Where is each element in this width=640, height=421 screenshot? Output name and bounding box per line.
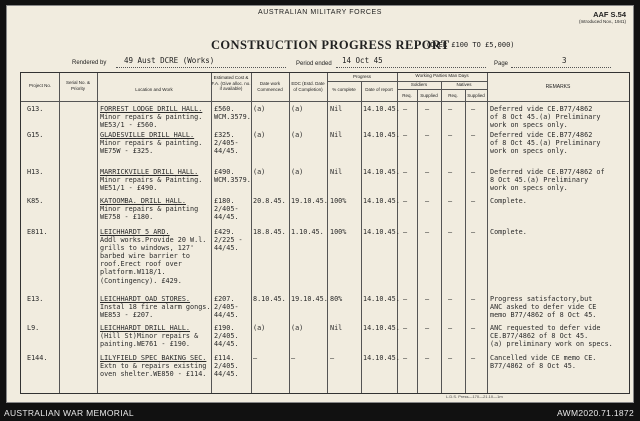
col-estimated: Estimated Cost & F.A. (Give alloc. no. if available): [211, 75, 251, 91]
row-date-of-report: 14.10.45.: [363, 105, 400, 113]
row-location-title: FORREST LODGE DRILL HALL.: [100, 105, 203, 113]
row-completion-date: (a): [291, 131, 304, 139]
row-project-no: L9.: [27, 324, 40, 332]
row-working-party-blank: –: [403, 295, 408, 303]
row-work-description: (Hill St)Minor repairs & painting.WE761 - £190.: [100, 332, 199, 349]
row-working-party-blank: –: [448, 295, 453, 303]
row-project-no: K85.: [27, 197, 44, 205]
page-value: 3: [562, 56, 567, 65]
col-completion: EDC (Estd. Date of Completion): [291, 81, 325, 92]
row-pct-complete: Nil: [330, 168, 343, 176]
row-estimated-cost: £207. 2/405- 44/45.: [214, 295, 239, 320]
row-location-title: LILYFIELD SPEC BAKING SEC.: [100, 354, 207, 362]
row-estimated-cost: £325. 2/405- 44/45.: [214, 131, 239, 156]
row-project-no: E811.: [27, 228, 48, 236]
row-pct-complete: 100%: [330, 228, 347, 236]
row-date-of-report: 14.10.45.: [363, 131, 400, 139]
row-date-commenced: 8.10.45.: [253, 295, 286, 303]
row-location-work: [100, 168, 202, 192]
col-working-parties: Working Parties Man Days: [415, 73, 469, 78]
row-completion-date: –: [291, 354, 296, 362]
row-location-title: MARRICKVILLE DRILL HALL.: [100, 168, 199, 176]
cost-range: (OVER £100 TO £5,000): [426, 41, 515, 49]
report-title: CONSTRUCTION PROGRESS REPORT: [211, 38, 450, 52]
row-pct-complete: –: [330, 354, 335, 362]
row-date-commenced: (a): [253, 168, 266, 176]
row-pct-complete: Nil: [330, 131, 343, 139]
row-estimated-cost: £180. 2/405- 44/45.: [214, 197, 239, 222]
row-date-of-report: 14.10.45.: [363, 354, 400, 362]
row-working-party-blank: –: [471, 168, 476, 176]
row-working-party-blank: –: [403, 197, 408, 205]
row-working-party-blank: –: [425, 354, 430, 362]
rendered-by-label: Rendered by: [72, 60, 107, 66]
row-work-description: Minor repairs & Painting. WE51/1 - £490.: [100, 176, 203, 193]
period-ended-value: 14 Oct 45: [342, 56, 383, 65]
row-estimated-cost: £429. 2/225 - 44/45.: [214, 228, 243, 253]
row-estimated-cost: £190. 2/405. 44/45.: [214, 324, 239, 349]
row-working-party-blank: –: [425, 228, 430, 236]
row-project-no: G13.: [27, 105, 44, 113]
col-natives: Natives: [456, 82, 472, 87]
row-location-work: [100, 197, 198, 221]
row-project-no: H13.: [27, 168, 44, 176]
row-work-description: Minor repairs & painting. WE75W - £325.: [100, 139, 203, 156]
rendered-by-value: 49 Aust DCRE (Works): [124, 56, 215, 65]
row-working-party-blank: –: [471, 228, 476, 236]
row-date-commenced: (a): [253, 105, 266, 113]
row-date-commenced: (a): [253, 131, 266, 139]
row-working-party-blank: –: [425, 105, 430, 113]
col-soldiers: Soldiers: [410, 82, 428, 87]
period-ended-label: Period ended: [296, 61, 332, 67]
row-pct-complete: Nil: [330, 105, 343, 113]
row-completion-date: (a): [291, 324, 304, 332]
row-date-commenced: –: [253, 354, 258, 362]
row-location-work: [100, 105, 202, 129]
col-soldiers-req: Req.: [402, 93, 412, 98]
row-working-party-blank: –: [425, 295, 430, 303]
row-completion-date: (a): [291, 105, 304, 113]
row-remarks: Progress satisfactory,but ANC asked to defer vide CE memo B77/4862 of 8 Oct 45.: [490, 295, 597, 320]
row-location-title: KATOOMBA. DRILL HALL.: [100, 197, 186, 205]
row-estimated-cost: £114. 2/405. 44/45.: [214, 354, 239, 379]
row-working-party-blank: –: [403, 354, 408, 362]
page-label: Page: [494, 61, 509, 67]
printer-note: L.D.S. Press—170—21.10—1m: [446, 394, 503, 399]
row-work-description: Addl works.Provide 20 W.l. grills to windows, 127' barbed wire barrier to roof.Erect roof over platform.W118/1. (Contingency). £429.: [100, 236, 207, 285]
row-remarks: Complete.: [490, 228, 527, 236]
archive-credit: AUSTRALIAN WAR MEMORIAL: [4, 408, 134, 418]
row-remarks: Complete.: [490, 197, 527, 205]
col-commenced: Date work Commenced: [257, 81, 283, 92]
row-date-of-report: 14.10.45.: [363, 228, 400, 236]
row-working-party-blank: –: [471, 324, 476, 332]
row-completion-date: 19.10.45.: [291, 295, 328, 303]
col-soldiers-supplied: Supplied: [420, 93, 438, 98]
row-remarks: Deferred vide CE.B77/4862 of 8 Oct 45.(a) Preliminary work on specs only.: [490, 168, 605, 193]
form-number: AAF S.54: [593, 10, 626, 19]
row-location-title: LEICHHARDT 5 ARD.: [100, 228, 170, 236]
row-pct-complete: 100%: [330, 197, 347, 205]
col-location: Location and Work: [135, 87, 173, 92]
row-working-party-blank: –: [448, 131, 453, 139]
row-working-party-blank: –: [425, 324, 430, 332]
row-working-party-blank: –: [471, 354, 476, 362]
row-location-work: [100, 324, 198, 348]
row-working-party-blank: –: [471, 131, 476, 139]
row-pct-complete: 80%: [330, 295, 343, 303]
col-progress: Progress: [352, 74, 371, 79]
row-remarks: Deferred vide CE.B77/4862 of 8 Oct 45.(a) Preliminary work on specs only.: [490, 105, 601, 130]
row-working-party-blank: –: [471, 295, 476, 303]
row-location-work: [100, 295, 211, 319]
row-working-party-blank: –: [448, 354, 453, 362]
col-pct-complete: % complete: [332, 87, 356, 92]
col-remarks: REMARKS: [545, 84, 571, 90]
row-completion-date: (a): [291, 168, 304, 176]
col-natives-supplied: Supplied: [467, 93, 485, 98]
row-project-no: E144.: [27, 354, 48, 362]
row-date-of-report: 14.10.45.: [363, 197, 400, 205]
org-name: AUSTRALIAN MILITARY FORCES: [257, 9, 383, 16]
row-location-title: LEICHHARDT DRILL HALL.: [100, 324, 191, 332]
archive-id: AWM2020.71.1872: [557, 408, 634, 418]
row-date-commenced: (a): [253, 324, 266, 332]
row-remarks: Cancelled vide CE memo CE. B77/4862 of 8 Oct 45.: [490, 354, 597, 371]
row-working-party-blank: –: [448, 197, 453, 205]
form-introduced-note: (Introduced Nov., 1941): [579, 19, 626, 24]
row-estimated-cost: £560. WCM.3579.: [214, 105, 251, 122]
row-work-description: Minor repairs & painting. WE53/1 - £560.: [100, 113, 203, 130]
row-work-description: Extn to & repairs existing oven shelter.WE850 - £114.: [100, 362, 207, 379]
col-date-report: Date of report: [365, 87, 393, 92]
row-date-commenced: 20.8.45.: [253, 197, 286, 205]
row-location-title: LEICHHARDT OAD STORES.: [100, 295, 191, 303]
row-work-description: Minor repairs & painting WE758 - £180.: [100, 205, 199, 222]
row-completion-date: 1.10.45.: [291, 228, 324, 236]
col-project: Project No.: [28, 83, 52, 88]
row-working-party-blank: –: [448, 228, 453, 236]
row-location-work: [100, 131, 202, 155]
progress-table: [20, 72, 630, 394]
row-working-party-blank: –: [425, 197, 430, 205]
row-pct-complete: Nil: [330, 324, 343, 332]
row-working-party-blank: –: [425, 131, 430, 139]
row-date-of-report: 14.10.45.: [363, 295, 400, 303]
row-location-work: [100, 228, 206, 285]
row-working-party-blank: –: [403, 324, 408, 332]
row-project-no: E13.: [27, 295, 44, 303]
col-natives-req: Req.: [448, 93, 458, 98]
row-working-party-blank: –: [403, 228, 408, 236]
row-work-description: Instal 18 fire alarm gongs. WE853 - £207.: [100, 303, 211, 320]
row-working-party-blank: –: [403, 168, 408, 176]
row-remarks: ANC requested to defer vide CE.B77/4862 of 8 Oct 45. (a) preliminary work on specs.: [490, 324, 613, 349]
row-date-of-report: 14.10.45.: [363, 324, 400, 332]
row-working-party-blank: –: [425, 168, 430, 176]
row-date-commenced: 18.8.45.: [253, 228, 286, 236]
row-location-work: [100, 354, 206, 378]
row-working-party-blank: –: [448, 324, 453, 332]
row-working-party-blank: –: [448, 105, 453, 113]
row-working-party-blank: –: [448, 168, 453, 176]
row-completion-date: 19.10.45.: [291, 197, 328, 205]
row-project-no: G15.: [27, 131, 44, 139]
row-location-title: GLADESVILLE DRILL HALL.: [100, 131, 195, 139]
row-remarks: Deferred vide CE.B77/4862 of 8 Oct 45.(a) Preliminary work on specs only.: [490, 131, 601, 156]
col-serial: Serial No. & Priority: [65, 80, 90, 91]
row-working-party-blank: –: [403, 105, 408, 113]
report-sheet: [6, 5, 634, 403]
row-working-party-blank: –: [471, 197, 476, 205]
row-working-party-blank: –: [471, 105, 476, 113]
row-working-party-blank: –: [403, 131, 408, 139]
row-date-of-report: 14.10.45.: [363, 168, 400, 176]
row-estimated-cost: £490. WCM.3579.: [214, 168, 251, 185]
